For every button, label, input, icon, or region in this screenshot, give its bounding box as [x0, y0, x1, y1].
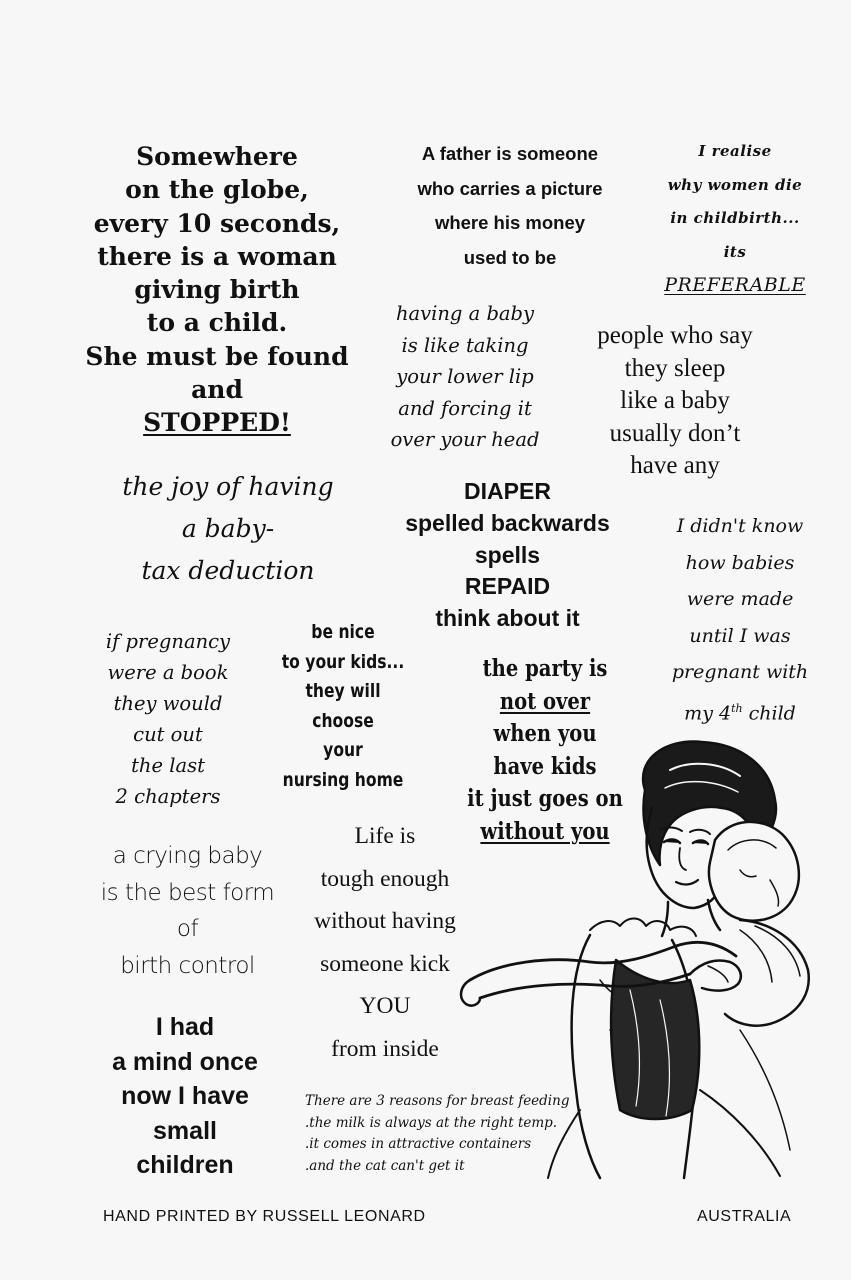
quote-line: every 10 seconds,	[93, 208, 341, 238]
quote-line: have any	[630, 452, 720, 479]
quote-line: people who say	[597, 322, 753, 349]
quote-line: YOU	[359, 993, 411, 1019]
quote-father	[395, 137, 625, 275]
quote-line: were made	[686, 588, 794, 610]
quote-line: of	[176, 916, 199, 942]
quote-joy-of-having	[108, 466, 348, 592]
quote-line: your lower lip	[396, 365, 534, 388]
quote-line: a crying baby	[112, 843, 263, 869]
quote-line: Life is	[354, 823, 416, 849]
quote-didnt-know	[655, 508, 825, 731]
footer-country: AUSTRALIA	[697, 1208, 792, 1225]
quote-text: my 4	[684, 701, 732, 724]
quote-line: where his money	[434, 212, 586, 233]
quote-line: were a book	[107, 661, 229, 684]
quote-line: There are 3 reasons for breast feeding	[305, 1093, 570, 1109]
quote-having-a-baby	[380, 298, 550, 456]
quote-line: without having	[314, 908, 456, 934]
quote-line: the last	[131, 754, 205, 777]
quote-line: is like taking	[401, 333, 529, 357]
ordinal-suffix: th	[731, 701, 743, 715]
quote-line: REPAID	[464, 573, 551, 600]
quote-line: its	[723, 242, 747, 261]
quote-line: they sleep	[624, 354, 726, 382]
mother-holding-baby-illustration	[440, 730, 820, 1180]
quote-line: the joy of having	[122, 472, 334, 501]
quote-line: a mind once	[112, 1047, 258, 1076]
quote-line: from inside	[331, 1035, 439, 1062]
quote-line: be nice	[311, 621, 375, 643]
quote-line: cut out	[133, 723, 203, 746]
quote-line: .the milk is always at the right temp.	[305, 1114, 558, 1131]
quote-line: why women die	[667, 175, 803, 194]
quote-line: it just goes on	[467, 785, 623, 812]
quote-line: over your head	[390, 428, 540, 451]
quote-line: nursing home	[282, 768, 404, 791]
quote-line: in childbirth...	[670, 209, 800, 227]
quote-line-preferable: PREFERABLE	[664, 274, 806, 296]
quote-line-not-over: not over	[499, 687, 591, 715]
quote-line: spells	[474, 541, 541, 568]
footer-credit: HAND PRINTED BY RUSSELL LEONARD	[103, 1208, 426, 1225]
quote-line: tough enough	[320, 865, 450, 892]
quote-pregnancy-book	[88, 626, 248, 812]
quote-line: they will	[305, 680, 381, 702]
quote-line: small	[153, 1116, 217, 1145]
quote-line: and	[191, 375, 243, 405]
quote-line: children	[136, 1151, 234, 1179]
quote-line: to your kids...	[281, 650, 405, 673]
quote-line: now I have	[121, 1082, 249, 1110]
quote-line: there is a woman	[97, 241, 337, 271]
quote-line-stopped: STOPPED!	[143, 408, 291, 438]
quote-line: I had	[155, 1013, 215, 1041]
quote-crying-baby	[90, 838, 285, 984]
quote-line: having a baby	[395, 302, 535, 325]
quote-line: DIAPER	[464, 478, 551, 504]
quote-line: tax deduction	[141, 556, 315, 585]
quote-be-nice	[273, 618, 412, 795]
quote-line: Somewhere	[136, 142, 298, 171]
quote-line: until I was	[689, 624, 791, 647]
quote-sleep-like-a-baby	[570, 320, 780, 483]
quote-line: your	[323, 739, 363, 761]
quote-line: who carries a picture	[417, 177, 603, 199]
quote-line-ordinal	[655, 691, 825, 732]
quote-text: child	[742, 701, 796, 724]
quote-line: is the best form	[100, 879, 275, 906]
quote-line: a baby-	[181, 514, 275, 543]
quote-line: usually don’t	[609, 419, 741, 447]
quote-somewhere-on-the-globe	[82, 140, 352, 440]
quote-line: 2 chapters	[115, 785, 221, 808]
quote-line: and forcing it	[398, 396, 532, 420]
quote-line: they would	[113, 692, 223, 715]
quote-line: someone kick	[320, 950, 450, 977]
quote-line: have kids	[493, 752, 597, 780]
quote-line: how babies	[685, 551, 795, 574]
quote-line: spelled backwards	[405, 509, 610, 536]
quote-line: if pregnancy	[105, 630, 231, 653]
quote-line: .and the cat can't get it	[305, 1157, 465, 1174]
quote-line: She must be found	[85, 341, 349, 371]
quote-i-realise	[660, 135, 810, 303]
quote-line: .it comes in attractive containers	[305, 1136, 532, 1152]
quote-line: used to be	[463, 246, 557, 268]
quote-line: to a child.	[146, 308, 288, 338]
quote-line: A father is someone	[421, 143, 599, 164]
quote-line: choose	[312, 709, 374, 732]
quote-line: pregnant with	[671, 661, 809, 683]
quote-line: I realise	[698, 142, 772, 160]
quote-line: on the globe,	[125, 175, 309, 205]
quote-line: I didn't know	[676, 515, 804, 537]
quote-mind-once	[90, 1010, 280, 1183]
quote-line: the party is	[482, 655, 608, 682]
quote-line: birth control	[120, 952, 255, 979]
quote-diaper	[385, 476, 630, 635]
quote-line: think about it	[435, 605, 580, 632]
quote-line-without-you: without you	[480, 817, 610, 845]
quote-line: when you	[493, 720, 597, 747]
quote-line: like a baby	[620, 387, 730, 414]
quote-line: giving birth	[134, 275, 300, 305]
